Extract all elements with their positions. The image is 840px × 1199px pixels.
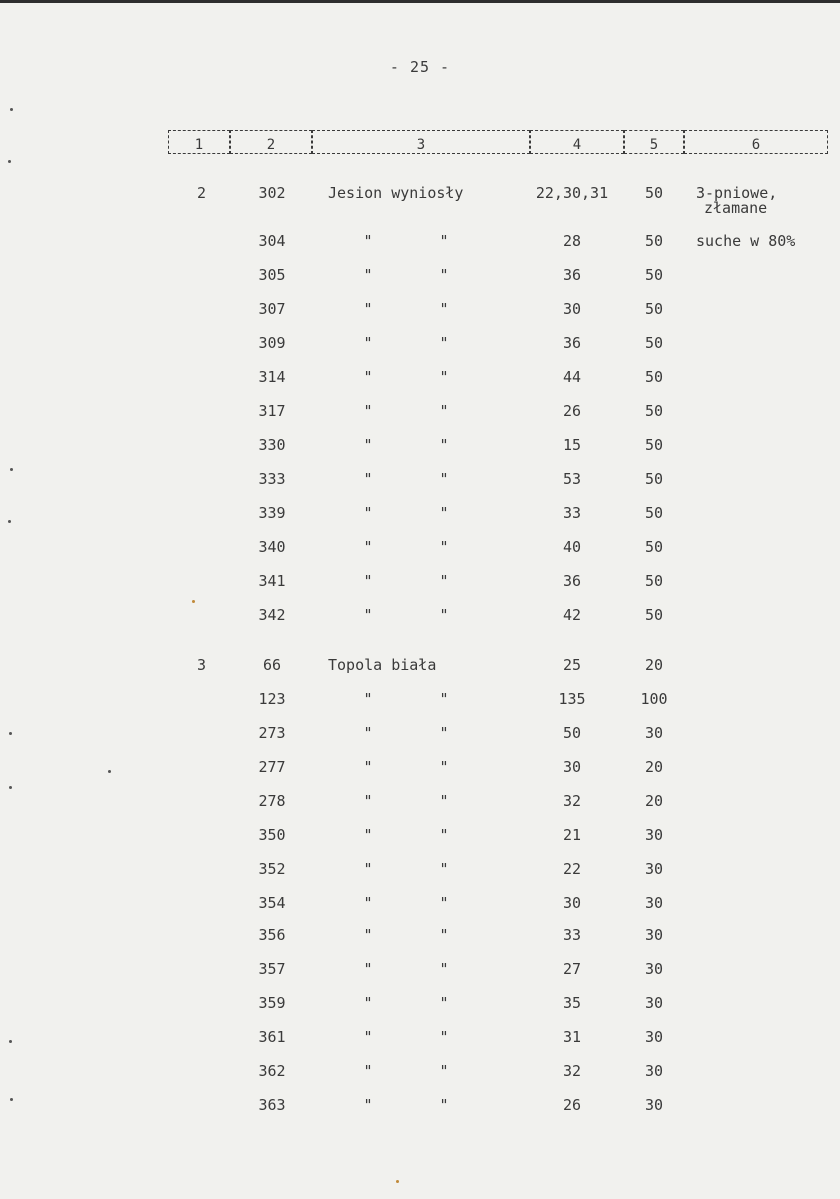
cell-percent: 30 [644, 926, 664, 944]
cell-circumference: 33 [562, 504, 582, 522]
table-row [0, 757, 840, 777]
cell-ditto-mark: " [363, 1028, 373, 1046]
table-row [0, 265, 840, 285]
cell-circumference: 35 [562, 994, 582, 1012]
header-col-3: 3 [312, 130, 530, 154]
cell-circumference: 21 [562, 826, 582, 844]
cell-tree-number: 307 [258, 300, 286, 318]
scan-speck [10, 468, 13, 471]
cell-ditto-mark: " [363, 232, 373, 250]
cell-ditto-mark: " [439, 1062, 449, 1080]
cell-ditto-mark: " [439, 504, 449, 522]
cell-percent: 30 [644, 994, 664, 1012]
scan-speck [9, 1040, 12, 1043]
cell-ditto-mark: " [363, 994, 373, 1012]
cell-ditto-mark: " [363, 860, 373, 878]
cell-ditto-mark: " [439, 860, 449, 878]
cell-ditto-mark: " [439, 538, 449, 556]
cell-ditto-mark: " [363, 826, 373, 844]
cell-ditto-mark: " [439, 368, 449, 386]
cell-ditto-mark: " [439, 960, 449, 978]
cell-ditto-mark: " [439, 266, 449, 284]
cell-lp: 3 [197, 656, 207, 674]
table-row [0, 571, 840, 591]
cell-ditto-mark: " [439, 232, 449, 250]
cell-circumference: 30 [562, 758, 582, 776]
table-row [0, 655, 840, 675]
cell-ditto-mark: " [439, 792, 449, 810]
cell-percent: 20 [644, 758, 664, 776]
cell-ditto-mark: " [363, 300, 373, 318]
cell-ditto-mark: " [363, 1096, 373, 1114]
cell-ditto-mark: " [439, 826, 449, 844]
cell-ditto-mark: " [363, 960, 373, 978]
cell-tree-number: 123 [258, 690, 286, 708]
cell-percent: 50 [644, 266, 664, 284]
cell-ditto-mark: " [363, 538, 373, 556]
cell-tree-number: 273 [258, 724, 286, 742]
scan-speck [108, 770, 111, 773]
cell-ditto-mark: " [439, 1028, 449, 1046]
table-row [0, 1061, 840, 1081]
cell-tree-number: 342 [258, 606, 286, 624]
table-row [0, 959, 840, 979]
cell-ditto-mark: " [363, 1062, 373, 1080]
cell-tree-number: 66 [262, 656, 282, 674]
cell-percent: 50 [644, 368, 664, 386]
cell-tree-number: 302 [258, 184, 286, 202]
cell-tree-number: 330 [258, 436, 286, 454]
cell-ditto-mark: " [439, 758, 449, 776]
cell-percent: 30 [644, 1062, 664, 1080]
cell-percent: 30 [644, 960, 664, 978]
cell-tree-number: 277 [258, 758, 286, 776]
cell-species: Topola biała [328, 656, 437, 674]
cell-tree-number: 341 [258, 572, 286, 590]
cell-ditto-mark: " [439, 436, 449, 454]
cell-circumference: 36 [562, 266, 582, 284]
table-row [0, 605, 840, 625]
cell-ditto-mark: " [363, 690, 373, 708]
cell-ditto-mark: " [363, 266, 373, 284]
table-row [0, 689, 840, 709]
cell-tree-number: 305 [258, 266, 286, 284]
table-row [0, 1027, 840, 1047]
cell-circumference: 44 [562, 368, 582, 386]
cell-tree-number: 339 [258, 504, 286, 522]
cell-ditto-mark: " [363, 368, 373, 386]
cell-circumference: 32 [562, 1062, 582, 1080]
cell-ditto-mark: " [439, 606, 449, 624]
table-row [0, 723, 840, 743]
cell-ditto-mark: " [363, 334, 373, 352]
table-row [0, 537, 840, 557]
cell-ditto-mark: " [439, 926, 449, 944]
table-row [0, 859, 840, 879]
cell-ditto-mark: " [439, 1096, 449, 1114]
cell-circumference: 40 [562, 538, 582, 556]
table-row [0, 401, 840, 421]
table-header [168, 130, 828, 156]
table-row [0, 1095, 840, 1115]
cell-circumference: 36 [562, 334, 582, 352]
cell-ditto-mark: " [363, 724, 373, 742]
scan-speck [396, 1180, 399, 1183]
cell-tree-number: 314 [258, 368, 286, 386]
page-top-edge [0, 0, 840, 3]
header-col-2: 2 [230, 130, 312, 154]
cell-ditto-mark: " [439, 334, 449, 352]
cell-circumference: 30 [562, 894, 582, 912]
cell-tree-number: 354 [258, 894, 286, 912]
cell-percent: 30 [644, 1028, 664, 1046]
table-row [0, 925, 840, 945]
cell-circumference: 26 [562, 402, 582, 420]
scan-speck [9, 786, 12, 789]
cell-tree-number: 350 [258, 826, 286, 844]
cell-percent: 30 [644, 826, 664, 844]
cell-remarks: 3-pniowe, [696, 184, 778, 202]
cell-remarks: suche w 80% [696, 232, 796, 250]
cell-tree-number: 317 [258, 402, 286, 420]
header-col-1: 1 [168, 130, 230, 154]
header-col-6: 6 [684, 130, 828, 154]
cell-tree-number: 340 [258, 538, 286, 556]
cell-tree-number: 352 [258, 860, 286, 878]
scan-speck [10, 1098, 13, 1101]
table-row [0, 469, 840, 489]
table-row [0, 299, 840, 319]
scan-speck [192, 600, 195, 603]
cell-ditto-mark: " [363, 470, 373, 488]
cell-circumference: 25 [562, 656, 582, 674]
cell-tree-number: 362 [258, 1062, 286, 1080]
cell-ditto-mark: " [439, 402, 449, 420]
cell-percent: 50 [644, 538, 664, 556]
cell-percent: 30 [644, 724, 664, 742]
cell-ditto-mark: " [439, 994, 449, 1012]
table-row [0, 893, 840, 913]
cell-tree-number: 359 [258, 994, 286, 1012]
cell-tree-number: 309 [258, 334, 286, 352]
cell-percent: 100 [640, 690, 668, 708]
cell-circumference: 26 [562, 1096, 582, 1114]
cell-ditto-mark: " [363, 572, 373, 590]
cell-percent: 50 [644, 402, 664, 420]
cell-ditto-mark: " [439, 894, 449, 912]
table-row [0, 791, 840, 811]
cell-ditto-mark: " [363, 606, 373, 624]
table-row [0, 503, 840, 523]
cell-percent: 30 [644, 1096, 664, 1114]
cell-lp: 2 [197, 184, 207, 202]
cell-circumference: 22 [562, 860, 582, 878]
cell-circumference: 32 [562, 792, 582, 810]
scan-speck [8, 160, 11, 163]
scan-speck [9, 732, 12, 735]
cell-remarks-line2: złamane [704, 199, 768, 217]
cell-percent: 50 [644, 470, 664, 488]
cell-tree-number: 333 [258, 470, 286, 488]
scan-speck [8, 520, 11, 523]
cell-circumference: 28 [562, 232, 582, 250]
cell-tree-number: 356 [258, 926, 286, 944]
cell-circumference: 15 [562, 436, 582, 454]
cell-percent: 50 [644, 572, 664, 590]
cell-percent: 50 [644, 300, 664, 318]
table-row [0, 435, 840, 455]
cell-circumference: 22,30,31 [535, 184, 609, 202]
cell-circumference: 42 [562, 606, 582, 624]
cell-percent: 50 [644, 606, 664, 624]
cell-ditto-mark: " [363, 758, 373, 776]
table-row [0, 183, 840, 217]
cell-ditto-mark: " [363, 504, 373, 522]
cell-tree-number: 361 [258, 1028, 286, 1046]
cell-circumference: 33 [562, 926, 582, 944]
cell-circumference: 36 [562, 572, 582, 590]
cell-ditto-mark: " [439, 470, 449, 488]
cell-species: Jesion wyniosły [328, 184, 464, 202]
cell-tree-number: 363 [258, 1096, 286, 1114]
cell-ditto-mark: " [439, 572, 449, 590]
cell-tree-number: 304 [258, 232, 286, 250]
cell-tree-number: 357 [258, 960, 286, 978]
scan-speck [10, 108, 13, 111]
cell-ditto-mark: " [439, 690, 449, 708]
cell-ditto-mark: " [439, 724, 449, 742]
header-col-4: 4 [530, 130, 624, 154]
cell-circumference: 50 [562, 724, 582, 742]
cell-percent: 50 [644, 232, 664, 250]
header-col-5: 5 [624, 130, 684, 154]
cell-percent: 50 [644, 436, 664, 454]
cell-circumference: 31 [562, 1028, 582, 1046]
cell-percent: 20 [644, 656, 664, 674]
cell-tree-number: 278 [258, 792, 286, 810]
table-row [0, 333, 840, 353]
cell-ditto-mark: " [363, 792, 373, 810]
cell-percent: 30 [644, 860, 664, 878]
cell-percent: 50 [644, 334, 664, 352]
page-number: - 25 - [389, 58, 451, 76]
cell-ditto-mark: " [363, 436, 373, 454]
cell-circumference: 30 [562, 300, 582, 318]
cell-percent: 30 [644, 894, 664, 912]
cell-percent: 50 [644, 504, 664, 522]
cell-percent: 50 [644, 184, 664, 202]
table-row [0, 231, 840, 251]
cell-ditto-mark: " [363, 926, 373, 944]
cell-circumference: 27 [562, 960, 582, 978]
cell-ditto-mark: " [439, 300, 449, 318]
table-row [0, 825, 840, 845]
table-row [0, 993, 840, 1013]
cell-circumference: 135 [558, 690, 586, 708]
cell-percent: 20 [644, 792, 664, 810]
cell-circumference: 53 [562, 470, 582, 488]
cell-ditto-mark: " [363, 894, 373, 912]
table-row [0, 367, 840, 387]
cell-ditto-mark: " [363, 402, 373, 420]
